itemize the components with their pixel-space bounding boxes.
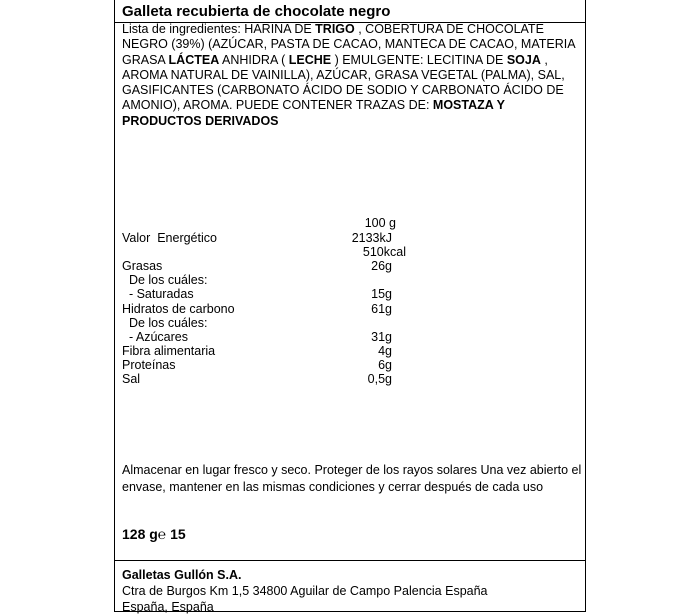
allergen-text: LÁCTEA [168,52,220,67]
nutrition-row-value: 0,5g [367,372,392,386]
ingredient-text: Lista de ingredientes: HARINA DE [122,22,316,36]
allergen-text: SOJA [506,52,541,67]
allergen-text: TRIGO [315,22,355,36]
nutrition-row-label: Sal [122,372,141,386]
nutrition-row-value: 2133kJ [351,231,392,245]
nutrition-header-amount: 100 g [364,216,396,230]
nutrition-row-label: - Saturadas [122,287,194,302]
company-address: Ctra de Burgos Km 1,5 34800 Aguilar de Campo Palencia España [122,584,488,598]
company-divider [114,560,586,561]
ingredient-text: ) EMULGENTE: LECITINA DE [331,52,507,67]
nutrition-row-value: 4g [378,343,392,358]
net-weight: 128 g℮ 15 [122,526,186,542]
nutrition-row-value: 61g [371,301,392,316]
nutrition-row-value: 510kcal [362,245,406,260]
nutrition-row-label: Proteínas [122,357,176,372]
allergen-text: MOSTAZA Y PRODUCTOS DERIVADOS [122,98,505,128]
nutrition-row-label: Grasas [122,259,163,274]
nutrition-row-label: - Azúcares [122,329,188,344]
nutrition-row-value: 26g [371,259,392,274]
storage-instructions: Almacenar en lugar fresco y seco. Proteger de los rayos solares Una vez abierto el envase, mantener en las mismas condiciones y cerrar después de cada uso [122,463,582,494]
allergen-text: LECHE [288,52,332,67]
ingredients-list [122,22,584,129]
nutrition-row-label: Fibra alimentaria [122,343,216,358]
nutrition-row-label: De los cuáles: [122,273,208,288]
ingredient-text: , COBERTURA DE CHOCOLATE NEGRO (39%) (AZÚCAR, PASTA DE CACAO, MANTECA DE CACAO, MATERIA GRASA [122,22,575,67]
nutrition-row-label: De los cuáles: [122,315,208,330]
nutrition-row-label: Hidratos de carbono [122,301,235,316]
nutrition-row-value: 6g [378,357,392,372]
nutrition-row-value: 15g [371,287,392,302]
company-country: España, España [122,600,214,614]
nutrition-row-label: Valor Energético [122,231,217,245]
ingredient-text: , AROMA NATURAL DE VAINILLA), AZÚCAR, GRASA VEGETAL (PALMA), SAL, GASIFICANTES (CARBONATO ÁCIDO DE SODIO Y CARBONATO ÁCIDO DE AMONIO), AROMA. PUEDE CONTENER TRAZAS DE: [122,52,565,113]
ingredient-text: ANHIDRA ( [219,52,289,67]
nutrition-row-value: 31g [371,329,392,344]
product-title: Galleta recubierta de chocolate negro [122,3,391,20]
company-name: Galletas Gullón S.A. [122,568,242,582]
